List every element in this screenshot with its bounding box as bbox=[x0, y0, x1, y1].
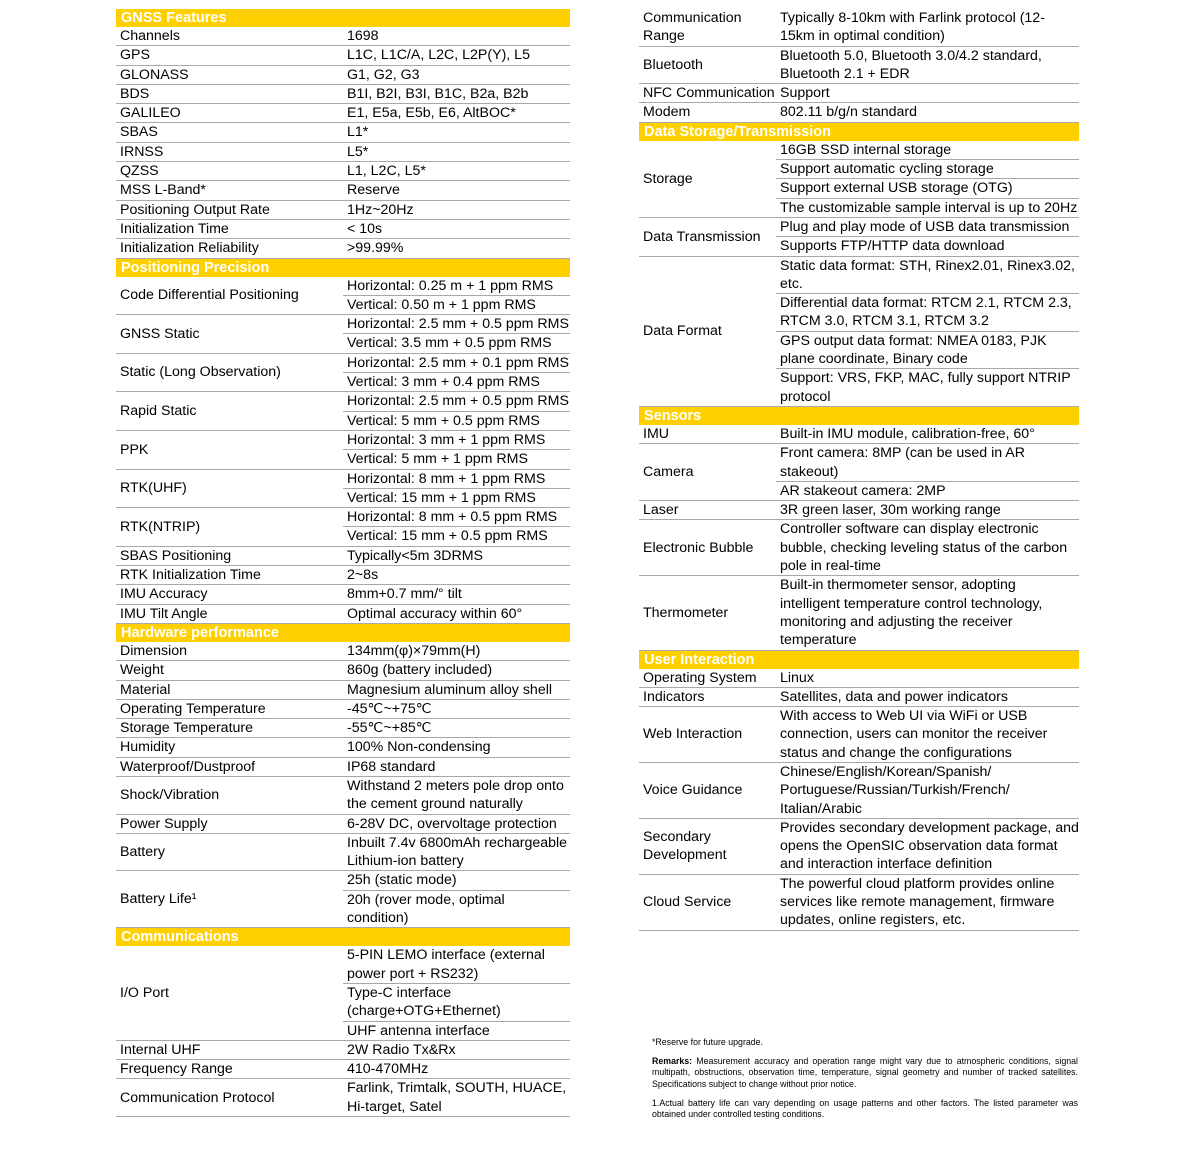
section-title: Sensors bbox=[639, 406, 1079, 425]
spec-row bbox=[639, 501, 1079, 520]
spec-row bbox=[116, 604, 570, 623]
spec-row bbox=[639, 103, 1079, 122]
spec-value: GPS output data format: NMEA 0183, PJK plane coordinate, Binary code bbox=[776, 331, 1079, 369]
spec-row bbox=[116, 871, 570, 890]
spec-label: IMU bbox=[639, 425, 776, 444]
remarks-label: Remarks: bbox=[652, 1056, 693, 1067]
spec-label: GALILEO bbox=[116, 104, 343, 123]
spec-label: BDS bbox=[116, 84, 343, 103]
spec-label: Storage Temperature bbox=[116, 719, 343, 738]
section-header-gnss-features bbox=[116, 9, 570, 27]
spec-row bbox=[639, 520, 1079, 576]
spec-value: 5-PIN LEMO interface (external power port + RS232) bbox=[343, 946, 570, 983]
spec-label: Web Interaction bbox=[639, 707, 776, 763]
spec-row bbox=[639, 818, 1079, 874]
spec-label: PPK bbox=[116, 430, 343, 469]
spec-row bbox=[116, 392, 570, 411]
spec-value: Typically<5m 3DRMS bbox=[343, 546, 570, 565]
spec-row bbox=[116, 680, 570, 699]
spec-value: Built-in IMU module, calibration-free, 60° bbox=[776, 425, 1079, 444]
spec-value: Type-C interface (charge+OTG+Ethernet) bbox=[343, 983, 570, 1021]
spec-value: 25h (static mode) bbox=[343, 871, 570, 890]
spec-value: The powerful cloud platform provides online services like remote management, firmware updates, online registers, etc. bbox=[776, 874, 1079, 930]
spec-row bbox=[116, 719, 570, 738]
spec-value: 16GB SSD internal storage bbox=[776, 141, 1079, 160]
right-spec-table bbox=[639, 9, 1079, 931]
spec-row bbox=[639, 84, 1079, 103]
spec-label: I/O Port bbox=[116, 946, 343, 1040]
spec-value: Farlink, Trimtalk, SOUTH, HUACE, Hi-target, Satel bbox=[343, 1079, 570, 1117]
spec-row bbox=[116, 27, 570, 46]
spec-label: IMU Accuracy bbox=[116, 585, 343, 604]
spec-label: Dimension bbox=[116, 642, 343, 661]
spec-label: Cloud Service bbox=[639, 874, 776, 930]
spec-label: IMU Tilt Angle bbox=[116, 604, 343, 623]
spec-value: L1, L2C, L5* bbox=[343, 162, 570, 181]
spec-label: Operating System bbox=[639, 669, 776, 688]
spec-row bbox=[116, 546, 570, 565]
spec-row bbox=[116, 946, 570, 983]
spec-label: Material bbox=[116, 680, 343, 699]
spec-label: Camera bbox=[639, 444, 776, 501]
spec-value: 134mm(φ)×79mm(H) bbox=[343, 642, 570, 661]
spec-label: QZSS bbox=[116, 162, 343, 181]
spec-row bbox=[116, 315, 570, 334]
spec-value: Inbuilt 7.4v 6800mAh rechargeable Lithium-ion battery bbox=[343, 833, 570, 871]
spec-label: RTK(NTRIP) bbox=[116, 508, 343, 547]
spec-row bbox=[116, 46, 570, 65]
spec-value: Withstand 2 meters pole drop onto the cement ground naturally bbox=[343, 776, 570, 814]
left-spec-body bbox=[116, 9, 570, 1117]
spec-row bbox=[116, 661, 570, 680]
spec-value: B1I, B2I, B3I, B1C, B2a, B2b bbox=[343, 84, 570, 103]
spec-row bbox=[116, 1040, 570, 1059]
spec-label: Code Differential Positioning bbox=[116, 277, 343, 315]
spec-value: Linux bbox=[776, 669, 1079, 688]
spec-label: Bluetooth bbox=[639, 46, 776, 84]
spec-label: MSS L-Band* bbox=[116, 181, 343, 200]
spec-value: Provides secondary development package, and opens the OpenSIC observation data format and interaction interface definition bbox=[776, 818, 1079, 874]
spec-row bbox=[116, 1079, 570, 1117]
spec-label: Static (Long Observation) bbox=[116, 353, 343, 392]
spec-value: Typically 8-10km with Farlink protocol (12-15km in optimal condition) bbox=[776, 9, 1079, 46]
spec-value: Horizontal: 8 mm + 0.5 ppm RMS bbox=[343, 508, 570, 527]
section-header-user-interaction bbox=[639, 650, 1079, 669]
spec-row bbox=[116, 84, 570, 103]
spec-label: Voice Guidance bbox=[639, 762, 776, 818]
spec-value: Support: VRS, FKP, MAC, fully support NTRIP protocol bbox=[776, 369, 1079, 407]
spec-value: Horizontal: 0.25 m + 1 ppm RMS bbox=[343, 277, 570, 296]
spec-value: 8mm+0.7 mm/° tilt bbox=[343, 585, 570, 604]
spec-label: Data Transmission bbox=[639, 217, 776, 256]
spec-value: Horizontal: 2.5 mm + 0.5 ppm RMS bbox=[343, 315, 570, 334]
remarks-note bbox=[652, 1056, 1078, 1090]
spec-value: L1* bbox=[343, 123, 570, 142]
spec-label: Shock/Vibration bbox=[116, 776, 343, 814]
spec-value: Supports FTP/HTTP data download bbox=[776, 237, 1079, 256]
spec-row bbox=[116, 738, 570, 757]
spec-row bbox=[639, 669, 1079, 688]
spec-value: L1C, L1C/A, L2C, L2P(Y), L5 bbox=[343, 46, 570, 65]
spec-label: Rapid Static bbox=[116, 392, 343, 431]
right-spec-column bbox=[639, 9, 1079, 931]
right-spec-body bbox=[639, 9, 1079, 930]
spec-value: 2~8s bbox=[343, 566, 570, 585]
spec-label: Communication Protocol bbox=[116, 1079, 343, 1117]
spec-label: Channels bbox=[116, 27, 343, 46]
spec-value: Horizontal: 2.5 mm + 0.5 ppm RMS bbox=[343, 392, 570, 411]
spec-row bbox=[116, 219, 570, 238]
spec-row bbox=[116, 585, 570, 604]
spec-row bbox=[639, 874, 1079, 930]
spec-row bbox=[639, 425, 1079, 444]
spec-value: UHF antenna interface bbox=[343, 1021, 570, 1040]
section-title: Hardware performance bbox=[116, 623, 570, 642]
spec-row bbox=[639, 576, 1079, 650]
spec-row bbox=[639, 444, 1079, 482]
spec-label: Initialization Time bbox=[116, 219, 343, 238]
spec-value: Satellites, data and power indicators bbox=[776, 687, 1079, 706]
spec-row bbox=[639, 762, 1079, 818]
spec-row bbox=[639, 46, 1079, 84]
spec-row bbox=[116, 104, 570, 123]
spec-row bbox=[116, 566, 570, 585]
spec-value: Horizontal: 8 mm + 1 ppm RMS bbox=[343, 469, 570, 488]
spec-value: Built-in thermometer sensor, adopting intelligent temperature control technology, monitoring and adjusting the receiver temperature bbox=[776, 576, 1079, 650]
spec-value: 3R green laser, 30m working range bbox=[776, 501, 1079, 520]
spec-value: Plug and play mode of USB data transmission bbox=[776, 217, 1079, 236]
spec-row bbox=[116, 142, 570, 161]
spec-row bbox=[639, 9, 1079, 46]
spec-value: Vertical: 3.5 mm + 0.5 ppm RMS bbox=[343, 334, 570, 353]
section-header-positioning-precision bbox=[116, 258, 570, 277]
spec-label: Communication Range bbox=[639, 9, 776, 46]
left-spec-column bbox=[116, 9, 570, 1117]
section-header-communications bbox=[116, 928, 570, 947]
spec-label: Positioning Output Rate bbox=[116, 200, 343, 219]
section-title: User Interaction bbox=[639, 650, 1079, 669]
spec-value: 410-470MHz bbox=[343, 1060, 570, 1079]
spec-value: Support automatic cycling storage bbox=[776, 160, 1079, 179]
spec-value: IP68 standard bbox=[343, 757, 570, 776]
spec-label: Battery bbox=[116, 833, 343, 871]
footnotes bbox=[652, 1037, 1078, 1128]
spec-value: E1, E5a, E5b, E6, AltBOC* bbox=[343, 104, 570, 123]
spec-row bbox=[116, 833, 570, 871]
spec-label: Battery Life¹ bbox=[116, 871, 343, 928]
spec-value: Vertical: 0.50 m + 1 ppm RMS bbox=[343, 295, 570, 314]
spec-value: L5* bbox=[343, 142, 570, 161]
section-header-data-storage-transmission bbox=[639, 122, 1079, 141]
spec-value: The customizable sample interval is up to 20Hz bbox=[776, 198, 1079, 217]
section-header-hardware-performance bbox=[116, 623, 570, 642]
spec-label: SBAS Positioning bbox=[116, 546, 343, 565]
spec-value: With access to Web UI via WiFi or USB connection, users can monitor the receiver status and change the configurations bbox=[776, 707, 1079, 763]
spec-value: >99.99% bbox=[343, 239, 570, 258]
spec-value: 1698 bbox=[343, 27, 570, 46]
spec-label: Secondary Development bbox=[639, 818, 776, 874]
spec-row bbox=[116, 776, 570, 814]
spec-label: Frequency Range bbox=[116, 1060, 343, 1079]
spec-label: Humidity bbox=[116, 738, 343, 757]
spec-row bbox=[116, 430, 570, 449]
spec-label: GNSS Static bbox=[116, 315, 343, 354]
spec-row bbox=[116, 162, 570, 181]
spec-value: Optimal accuracy within 60° bbox=[343, 604, 570, 623]
spec-value: Static data format: STH, Rinex2.01, Rinex3.02, etc. bbox=[776, 256, 1079, 294]
reserve-note: *Reserve for future upgrade. bbox=[652, 1037, 764, 1047]
battery-note: 1.Actual battery life can vary depending on usage patterns and other factors. The listed parameter was obtained under controlled testing conditions. bbox=[652, 1097, 1078, 1120]
spec-row bbox=[116, 757, 570, 776]
spec-label: Operating Temperature bbox=[116, 699, 343, 718]
spec-value: -45℃~+75℃ bbox=[343, 699, 570, 718]
spec-label: SBAS bbox=[116, 123, 343, 142]
spec-label: GPS bbox=[116, 46, 343, 65]
spec-label: Electronic Bubble bbox=[639, 520, 776, 576]
spec-label: Initialization Reliability bbox=[116, 239, 343, 258]
spec-value: AR stakeout camera: 2MP bbox=[776, 481, 1079, 500]
spec-row bbox=[116, 1060, 570, 1079]
spec-value: Reserve bbox=[343, 181, 570, 200]
spec-label: IRNSS bbox=[116, 142, 343, 161]
spec-row bbox=[639, 141, 1079, 160]
spec-value: Support external USB storage (OTG) bbox=[776, 179, 1079, 198]
spec-value: 860g (battery included) bbox=[343, 661, 570, 680]
spec-row bbox=[116, 699, 570, 718]
spec-row bbox=[116, 65, 570, 84]
spec-label: Weight bbox=[116, 661, 343, 680]
section-title: Data Storage/Transmission bbox=[639, 122, 1079, 141]
left-spec-table bbox=[116, 9, 570, 1117]
spec-value: Controller software can display electronic bubble, checking leveling status of the carbon pole in real-time bbox=[776, 520, 1079, 576]
spec-row bbox=[116, 123, 570, 142]
spec-value: Horizontal: 2.5 mm + 0.1 ppm RMS bbox=[343, 353, 570, 372]
spec-label: RTK(UHF) bbox=[116, 469, 343, 508]
spec-label: Modem bbox=[639, 103, 776, 122]
spec-value: Vertical: 15 mm + 1 ppm RMS bbox=[343, 488, 570, 507]
spec-label: Storage bbox=[639, 141, 776, 218]
spec-row bbox=[116, 239, 570, 258]
remarks-text: Measurement accuracy and operation range might vary due to atmospheric conditions, signal multipath, obstructions, observation time, temperature, signal geometry and number of tracked satellites. Specifications subject to change without prior notice. bbox=[652, 1056, 1078, 1089]
spec-row bbox=[116, 508, 570, 527]
spec-value: Vertical: 3 mm + 0.4 ppm RMS bbox=[343, 373, 570, 392]
section-title: Communications bbox=[116, 928, 570, 947]
spec-label: Laser bbox=[639, 501, 776, 520]
spec-value: Vertical: 5 mm + 1 ppm RMS bbox=[343, 450, 570, 469]
spec-value: 2W Radio Tx&Rx bbox=[343, 1040, 570, 1059]
spec-value: Magnesium aluminum alloy shell bbox=[343, 680, 570, 699]
spec-value: Vertical: 5 mm + 0.5 ppm RMS bbox=[343, 411, 570, 430]
spec-row bbox=[116, 181, 570, 200]
spec-label: Thermometer bbox=[639, 576, 776, 650]
spec-row bbox=[639, 707, 1079, 763]
spec-value: 1Hz~20Hz bbox=[343, 200, 570, 219]
spec-label: GLONASS bbox=[116, 65, 343, 84]
spec-row bbox=[116, 277, 570, 296]
spec-value: G1, G2, G3 bbox=[343, 65, 570, 84]
spec-value: < 10s bbox=[343, 219, 570, 238]
spec-value: Chinese/English/Korean/Spanish/ Portuguese/Russian/Turkish/French/ Italian/Arabic bbox=[776, 762, 1079, 818]
spec-row bbox=[639, 687, 1079, 706]
section-title: GNSS Features bbox=[116, 9, 570, 27]
spec-row bbox=[116, 353, 570, 372]
spec-value: 6-28V DC, overvoltage protection bbox=[343, 814, 570, 833]
spec-value: 20h (rover mode, optimal condition) bbox=[343, 890, 570, 928]
spec-value: Support bbox=[776, 84, 1079, 103]
spec-value: Bluetooth 5.0, Bluetooth 3.0/4.2 standard, Bluetooth 2.1 + EDR bbox=[776, 46, 1079, 84]
spec-label: RTK Initialization Time bbox=[116, 566, 343, 585]
spec-row bbox=[116, 642, 570, 661]
spec-row bbox=[116, 200, 570, 219]
spec-label: Indicators bbox=[639, 687, 776, 706]
spec-value: -55℃~+85℃ bbox=[343, 719, 570, 738]
section-title: Positioning Precision bbox=[116, 258, 570, 277]
spec-value: Vertical: 15 mm + 0.5 ppm RMS bbox=[343, 527, 570, 546]
spec-value: Differential data format: RTCM 2.1, RTCM 2.3, RTCM 3.0, RTCM 3.1, RTCM 3.2 bbox=[776, 294, 1079, 332]
spec-value: Front camera: 8MP (can be used in AR stakeout) bbox=[776, 444, 1079, 482]
section-header-sensors bbox=[639, 406, 1079, 425]
spec-value: 100% Non-condensing bbox=[343, 738, 570, 757]
spec-label: Data Format bbox=[639, 256, 776, 406]
spec-label: Internal UHF bbox=[116, 1040, 343, 1059]
spec-label: Power Supply bbox=[116, 814, 343, 833]
spec-value: 802.11 b/g/n standard bbox=[776, 103, 1079, 122]
spec-row bbox=[116, 814, 570, 833]
spec-row bbox=[639, 256, 1079, 294]
spec-label: Waterproof/Dustproof bbox=[116, 757, 343, 776]
spec-row bbox=[639, 217, 1079, 236]
spec-value: Horizontal: 3 mm + 1 ppm RMS bbox=[343, 430, 570, 449]
spec-label: NFC Communication bbox=[639, 84, 776, 103]
spec-row bbox=[116, 469, 570, 488]
